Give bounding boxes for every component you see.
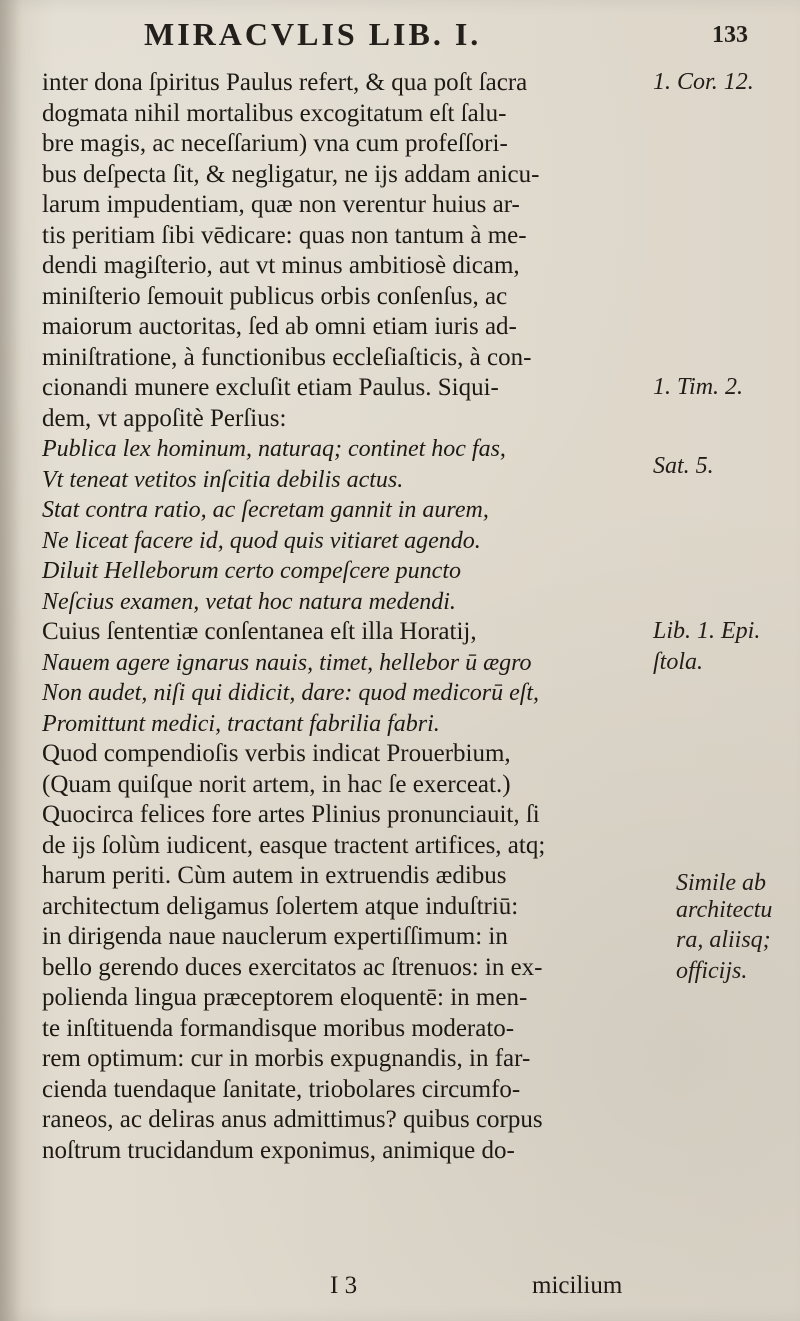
text-line: bre magis, ac neceſſarium) vna cum profeſſori-	[42, 130, 508, 157]
text-line: in dirigenda naue nauclerum expertiſſimum: in	[42, 923, 508, 950]
margin-note: Lib. 1. Epi.	[653, 618, 761, 644]
text-line: cionandi munere excluſit etiam Paulus. Siqui-	[42, 374, 499, 401]
text-line: architectum deligamus ſolertem atque induſtriū:	[42, 892, 519, 920]
text-line: miniſtratione, à functionibus eccleſiaſticis, à con-	[42, 343, 532, 371]
text-line: harum periti. Cùm autem in extruendis ædibus	[42, 862, 507, 889]
text-line: (Quam quiſque norit artem, in hac ſe exerceat.)	[42, 770, 511, 798]
text-line: Promittunt medici, tractant fabrilia fabri.	[42, 710, 440, 737]
text-line: inter dona ſpiritus Paulus refert, & qua poſt ſacra	[42, 69, 528, 96]
text-line: Non audet, niſi qui didicit, dare: quod medicorū eſt,	[42, 680, 540, 706]
text-line: raneos, ac deliras anus admittimus? quibus corpus	[42, 1106, 543, 1133]
text-line: dendi magiſterio, aut vt minus ambitiosè dicam,	[42, 252, 520, 279]
text-line: tis peritiam ſibi vēdicare: quas non tantum à me-	[42, 221, 527, 249]
text-line: polienda lingua præceptorem eloquentē: in men-	[42, 984, 528, 1011]
text-line: Quod compendioſis verbis indicat Prouerbium,	[42, 740, 511, 767]
signature-mark: I 3	[330, 1272, 358, 1299]
text-line: noſtrum trucidandum exponimus, animique do-	[42, 1136, 515, 1164]
text-line: dogmata nihil mortalibus excogitatum eſt ſalu-	[42, 99, 507, 127]
text-line: Neſcius examen, vetat hoc natura medendi.	[42, 588, 456, 615]
text-line: dem, vt appoſitè Perſius:	[42, 404, 287, 432]
text-line: Stat contra ratio, ac ſecretam gannit in aurem,	[42, 497, 489, 523]
text-line: Nauem agere ignarus nauis, timet, hellebor ū ægro	[42, 649, 532, 676]
margin-note: 1. Cor. 12.	[653, 69, 754, 95]
page-shadow	[0, 0, 22, 1321]
margin-note: Sat. 5.	[653, 453, 714, 479]
text-line: bus deſpecta ſit, & negligatur, ne ijs addam anicu-	[42, 160, 540, 188]
text-line: bello gerendo duces exercitatos ac ſtrenuos: in ex-	[42, 953, 543, 981]
margin-note: ſtola.	[653, 648, 704, 675]
margin-note: officijs.	[676, 957, 748, 984]
page-header	[144, 16, 774, 60]
margin-note: Simile ab	[676, 870, 766, 896]
text-line: rem optimum: cur in morbis expugnandis, in far-	[42, 1045, 531, 1072]
text-line: Diluit Helleborum certo compeſcere puncto	[42, 558, 461, 584]
text-line: te inſtituenda formandisque moribus moderato-	[42, 1014, 515, 1042]
margin-note: 1. Tim. 2.	[653, 374, 744, 400]
text-line: Vt teneat vetitos inſcitia debilis actus.	[42, 466, 404, 493]
text-line: Publica lex hominum, naturaq; continet hoc fas,	[42, 436, 506, 462]
text-line: miniſterio ſemouit publicus orbis conſenſus, ac	[42, 282, 508, 310]
page-footer	[0, 1272, 800, 1312]
main-text	[42, 68, 662, 1166]
text-line: maiorum auctoritas, ſed ab omni etiam iuris ad-	[42, 313, 517, 340]
margin-note: ra, aliisq;	[676, 927, 771, 953]
text-line: de ijs ſolùm iudicent, easque tractent artifices, atq;	[42, 831, 546, 859]
running-title: MIRACVLIS LIB. I.	[144, 16, 482, 52]
text-line: Quocirca felices fore artes Plinius pronunciauit, ſi	[42, 801, 540, 828]
text-line: larum impudentiam, quæ non verentur huius ar-	[42, 191, 520, 218]
catchword: micilium	[532, 1272, 623, 1299]
text-line: Cuius ſententiæ conſentanea eſt illa Horatij,	[42, 618, 477, 645]
text-line: cienda tuendaque ſanitate, triobolares circumfo-	[42, 1075, 521, 1103]
margin-note: architectu	[676, 896, 773, 923]
text-line: Ne liceat facere id, quod quis vitiaret agendo.	[42, 527, 481, 554]
page-number: 133	[712, 22, 748, 48]
